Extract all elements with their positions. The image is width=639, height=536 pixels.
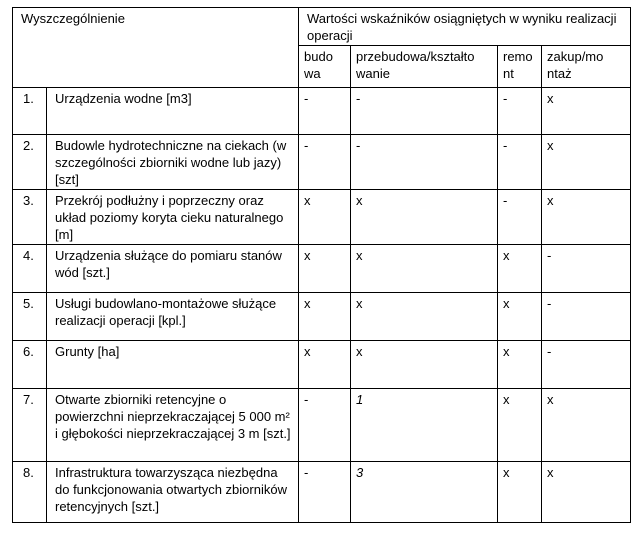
row-label: Otwarte zbiorniki retencyjne o powierzchni nieprzekraczającej 5 000 m² i głębokości nieprzekraczającej 3 m [szt.]	[47, 389, 299, 462]
row-label: Grunty [ha]	[47, 341, 299, 389]
cell-zakup-montaz: x	[542, 190, 631, 245]
cell-przebudowa: -	[351, 135, 498, 190]
cell-remont: x	[498, 341, 542, 389]
cell-przebudowa: 1	[351, 389, 498, 462]
cell-zakup-montaz: x	[542, 389, 631, 462]
subheader-remont: remo nt	[498, 46, 542, 88]
row-label: Urządzenia wodne [m3]	[47, 88, 299, 135]
subheader-zakup-montaz: zakup/mo ntaż	[542, 46, 631, 88]
row-number: 8.	[13, 462, 47, 523]
subheader-przebudowa: przebudowa/kształto wanie	[351, 46, 498, 88]
table-row	[13, 341, 631, 389]
cell-remont: x	[498, 462, 542, 523]
cell-budowa: -	[299, 88, 351, 135]
cell-budowa: -	[299, 389, 351, 462]
cell-remont: x	[498, 389, 542, 462]
row-number: 2.	[13, 135, 47, 190]
cell-przebudowa: -	[351, 88, 498, 135]
row-label: Urządzenia służące do pomiaru stanów wód [szt.]	[47, 245, 299, 293]
cell-przebudowa: x	[351, 293, 498, 341]
cell-remont: -	[498, 190, 542, 245]
row-number: 6.	[13, 341, 47, 389]
row-number: 4.	[13, 245, 47, 293]
cell-zakup-montaz: x	[542, 135, 631, 190]
cell-przebudowa: x	[351, 245, 498, 293]
table-row	[13, 88, 631, 135]
cell-budowa: x	[299, 190, 351, 245]
cell-zakup-montaz: x	[542, 88, 631, 135]
table-row	[13, 462, 631, 523]
row-label: Usługi budowlano-montażowe służące realizacji operacji [kpl.]	[47, 293, 299, 341]
cell-przebudowa: 3	[351, 462, 498, 523]
cell-zakup-montaz: -	[542, 293, 631, 341]
row-label: Infrastruktura towarzysząca niezbędna do funkcjonowania otwartych zbiorników retencyjnych [szt.]	[47, 462, 299, 523]
row-number: 5.	[13, 293, 47, 341]
cell-zakup-montaz: x	[542, 462, 631, 523]
table-row	[13, 293, 631, 341]
row-label: Przekrój podłużny i poprzeczny oraz układ poziomy koryta cieku naturalnego [m]	[47, 190, 299, 245]
table-row	[13, 135, 631, 190]
cell-budowa: -	[299, 462, 351, 523]
cell-przebudowa: x	[351, 190, 498, 245]
table-row	[13, 389, 631, 462]
row-label: Budowle hydrotechniczne na ciekach (w szczególności zbiorniki wodne lub jazy) [szt]	[47, 135, 299, 190]
cell-remont: x	[498, 245, 542, 293]
cell-przebudowa: x	[351, 341, 498, 389]
subheader-budowa: budo wa	[299, 46, 351, 88]
cell-budowa: x	[299, 341, 351, 389]
cell-zakup-montaz: -	[542, 245, 631, 293]
header-indicator-values: Wartości wskaźników osiągniętych w wyniku realizacji operacji	[299, 8, 631, 46]
cell-remont: x	[498, 293, 542, 341]
row-number: 1.	[13, 88, 47, 135]
row-number: 3.	[13, 190, 47, 245]
cell-remont: -	[498, 88, 542, 135]
cell-budowa: -	[299, 135, 351, 190]
cell-budowa: x	[299, 293, 351, 341]
cell-zakup-montaz: -	[542, 341, 631, 389]
indicators-table	[12, 7, 631, 523]
cell-remont: -	[498, 135, 542, 190]
header-specification: Wyszczególnienie	[13, 8, 299, 88]
row-number: 7.	[13, 389, 47, 462]
cell-budowa: x	[299, 245, 351, 293]
table-row	[13, 245, 631, 293]
table-row	[13, 190, 631, 245]
